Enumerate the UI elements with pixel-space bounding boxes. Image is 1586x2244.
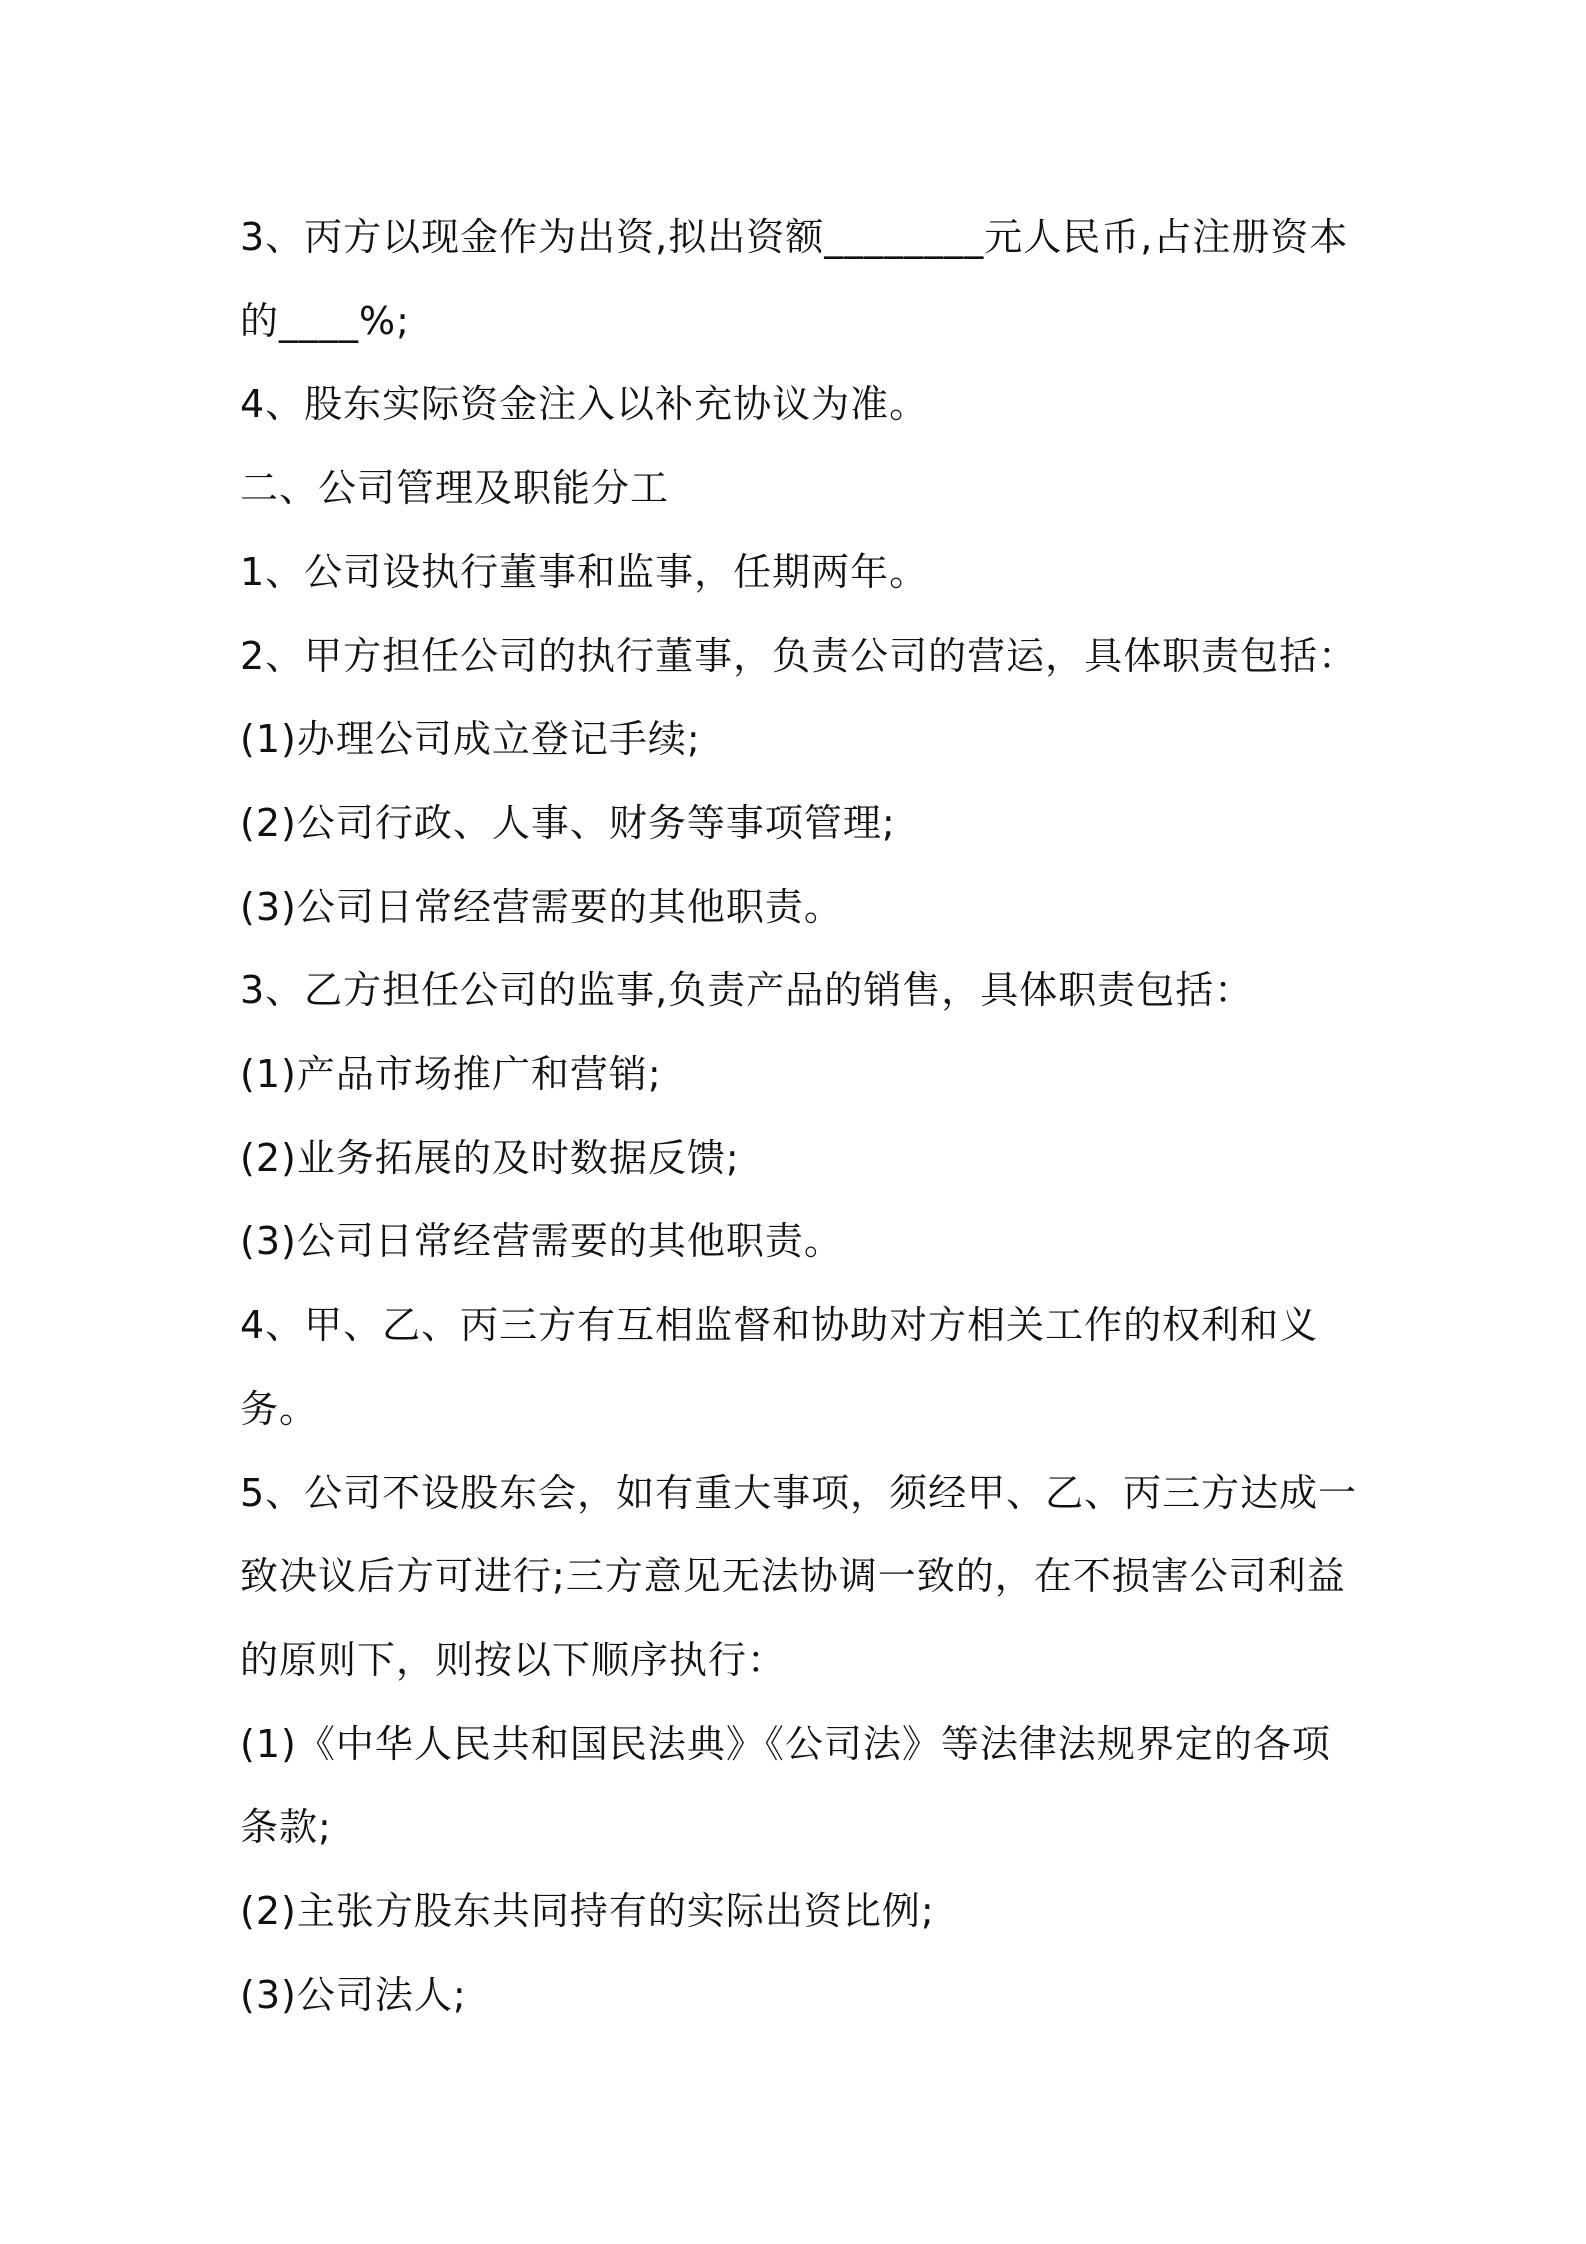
- paragraph-party-b-duties: 3、乙方担任公司的监事,负责产品的销售，具体职责包括：: [240, 968, 1254, 1013]
- paragraph-party-a-duties: 2、甲方担任公司的执行董事，负责公司的营运，具体职责包括：: [240, 633, 1358, 678]
- paragraph-capital-c: 3、丙方以现金作为出资,拟出资额________元人民币,占注册资本的____%;: [240, 215, 1349, 343]
- list-item: (3)公司日常经营需要的其他职责。: [240, 884, 843, 929]
- paragraph-capital-note: 4、股东实际资金注入以补充协议为准。: [240, 382, 929, 427]
- list-item: (2)公司行政、人事、财务等事项管理;: [240, 800, 896, 845]
- paragraph-mutual-supervision: 4、甲、乙、丙三方有互相监督和协助对方相关工作的权利和义务。: [240, 1303, 1319, 1431]
- paragraph-no-shareholder-meeting: 5、公司不设股东会，如有重大事项，须经甲、乙、丙三方达成一致决议后方可进行;三方意见无法协调一致的，在不损害公司利益的原则下，则按以下顺序执行：: [240, 1470, 1358, 1682]
- list-item: (1)办理公司成立登记手续;: [240, 717, 701, 762]
- list-item: (3)公司日常经营需要的其他职责。: [240, 1219, 843, 1264]
- document-body: [240, 196, 1360, 2037]
- paragraph-directors: 1、公司设执行董事和监事，任期两年。: [240, 549, 929, 594]
- list-item: (2)主张方股东共同持有的实际出资比例;: [240, 1889, 935, 1934]
- list-item: (3)公司法人;: [240, 1972, 467, 2017]
- list-item: (1)《中华人民共和国民法典》《公司法》等法律法规界定的各项条款;: [240, 1721, 1331, 1850]
- list-item: (2)业务拓展的及时数据反馈;: [240, 1135, 740, 1180]
- section-heading-management: 二、公司管理及职能分工: [240, 466, 670, 511]
- list-item: (1)产品市场推广和营销;: [240, 1052, 662, 1097]
